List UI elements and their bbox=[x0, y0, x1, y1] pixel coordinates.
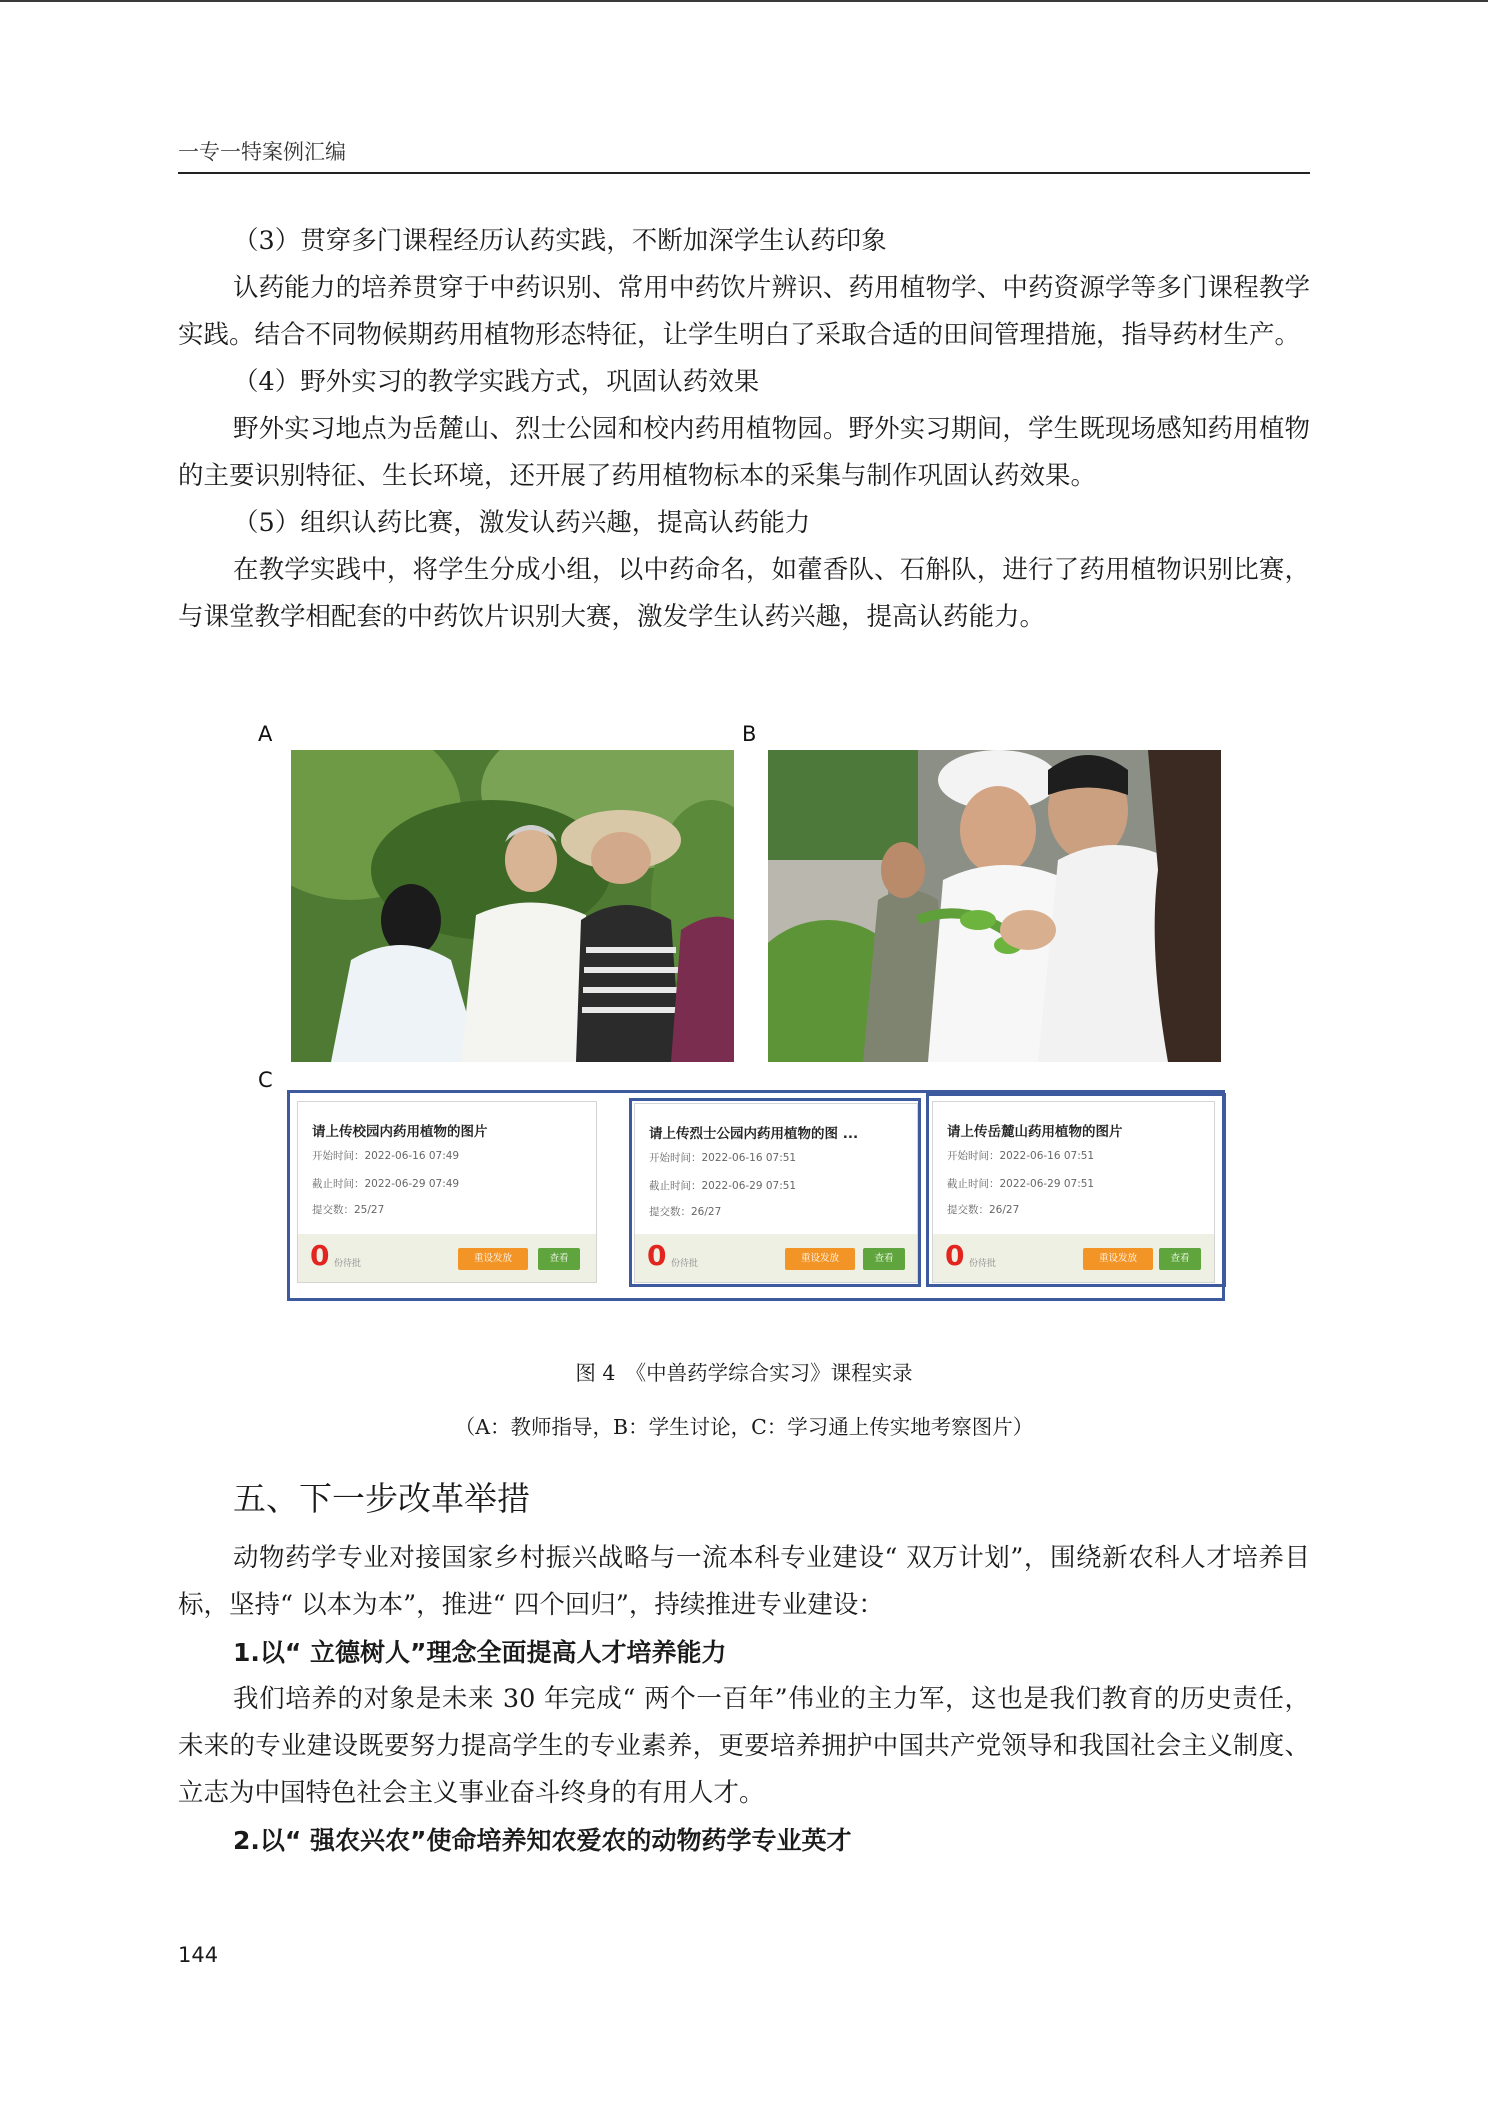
top-border bbox=[0, 0, 1488, 2]
reset-button[interactable]: 重设发放 bbox=[458, 1248, 528, 1270]
part5-intro: 动物药学专业对接国家乡村振兴战略与一流本科专业建设“ 双万计划”，围绕新农科人才培养目标，坚持“ 以本为本”，推进“ 四个回归”，持续推进专业建设： bbox=[178, 1543, 1310, 1620]
task-end: 截止时间：2022-06-29 07:49 bbox=[312, 1178, 460, 1190]
section4-body: 野外实习地点为岳麓山、烈士公园和校内药用植物园。野外实习期间，学生既现场感知药用植物的主要识别特征、生长环境，还开展了药用植物标本的采集与制作巩固认药效果。 bbox=[178, 414, 1310, 491]
pending-label: 份待批 bbox=[969, 1259, 997, 1269]
task-count: 提交数：25/27 bbox=[312, 1204, 385, 1216]
reset-button[interactable]: 重设发放 bbox=[1083, 1248, 1153, 1270]
view-button[interactable]: 查看 bbox=[1159, 1248, 1201, 1270]
pending-label: 份待批 bbox=[671, 1259, 699, 1269]
photo-student-discussion bbox=[768, 750, 1221, 1062]
pending-count: 0 bbox=[945, 1239, 965, 1272]
item2-title: 2.以“ 强农兴农”使命培养知农爱农的动物药学专业英才 bbox=[233, 1826, 852, 1855]
task-count: 提交数：26/27 bbox=[947, 1204, 1020, 1216]
view-button[interactable]: 查看 bbox=[863, 1248, 905, 1270]
task-title: 请上传烈士公园内药用植物的图 ... bbox=[649, 1126, 859, 1142]
task-count: 提交数：26/27 bbox=[649, 1206, 722, 1218]
task-footer bbox=[298, 1234, 596, 1282]
figure-subcaption: （A：教师指导，B：学生讨论，C：学习通上传实地考察图片） bbox=[454, 1415, 1034, 1439]
running-header: 一专一特案例汇编 bbox=[178, 138, 1310, 174]
photo-teacher-guidance bbox=[291, 750, 734, 1062]
task-end: 截止时间：2022-06-29 07:51 bbox=[947, 1178, 1095, 1190]
pending-label: 份待批 bbox=[334, 1259, 362, 1269]
task-start: 开始时间：2022-06-16 07:49 bbox=[312, 1150, 460, 1162]
section5-heading: （5）组织认药比赛，激发认药兴趣，提高认药能力 bbox=[233, 508, 811, 538]
task-card-campus[interactable] bbox=[297, 1101, 597, 1283]
section4-heading: （4）野外实习的教学实践方式，巩固认药效果 bbox=[233, 367, 760, 397]
lower-text-block bbox=[178, 1473, 1310, 1864]
task-card-martyrs-park[interactable] bbox=[634, 1103, 918, 1283]
section3-body: 认药能力的培养贯穿于中药识别、常用中药饮片辨识、药用植物学、中药资源学等多门课程教学实践。结合不同物候期药用植物形态特征，让学生明白了采取合适的田间管理措施，指导药材生产。 bbox=[178, 273, 1310, 350]
section-title: 五、下一步改革举措 bbox=[233, 1479, 530, 1518]
task-end: 截止时间：2022-06-29 07:51 bbox=[649, 1180, 797, 1192]
task-footer bbox=[933, 1234, 1214, 1282]
task-title: 请上传校园内药用植物的图片 bbox=[312, 1124, 488, 1140]
section3-heading: （3）贯穿多门课程经历认药实践，不断加深学生认药印象 bbox=[233, 226, 887, 256]
upper-text-block bbox=[178, 218, 1310, 641]
figure-caption: 图 4 《中兽药学综合实习》课程实录 bbox=[575, 1361, 913, 1385]
pending-count: 0 bbox=[310, 1239, 330, 1272]
item1-body: 我们培养的对象是未来 30 年完成“ 两个一百年”伟业的主力军，这也是我们教育的历史责任，未来的专业建设既要努力提高学生的专业素养，更要培养拥护中国共产党领导和我国社会主义制度、立志为中国特色社会主义事业奋斗终身的有用人才。 bbox=[178, 1684, 1310, 1808]
task-start: 开始时间：2022-06-16 07:51 bbox=[649, 1152, 797, 1164]
figure-label-b: B bbox=[742, 722, 757, 746]
task-title: 请上传岳麓山药用植物的图片 bbox=[947, 1124, 1123, 1140]
reset-button[interactable]: 重设发放 bbox=[785, 1248, 855, 1270]
task-start: 开始时间：2022-06-16 07:51 bbox=[947, 1150, 1095, 1162]
item1-title: 1.以“ 立德树人”理念全面提高人才培养能力 bbox=[233, 1638, 727, 1667]
figure-label-c: C bbox=[258, 1068, 273, 1092]
task-footer bbox=[635, 1234, 917, 1282]
view-button[interactable]: 查看 bbox=[538, 1248, 580, 1270]
pending-count: 0 bbox=[647, 1239, 667, 1272]
section5-body: 在教学实践中，将学生分成小组，以中药命名，如藿香队、石斛队，进行了药用植物识别比赛，与课堂教学相配套的中药饮片识别大赛，激发学生认药兴趣，提高认药能力。 bbox=[178, 555, 1310, 632]
figure-label-a: A bbox=[258, 722, 273, 746]
task-card-yuelu-mountain[interactable] bbox=[932, 1101, 1215, 1283]
page-number: 144 bbox=[178, 1943, 219, 1967]
